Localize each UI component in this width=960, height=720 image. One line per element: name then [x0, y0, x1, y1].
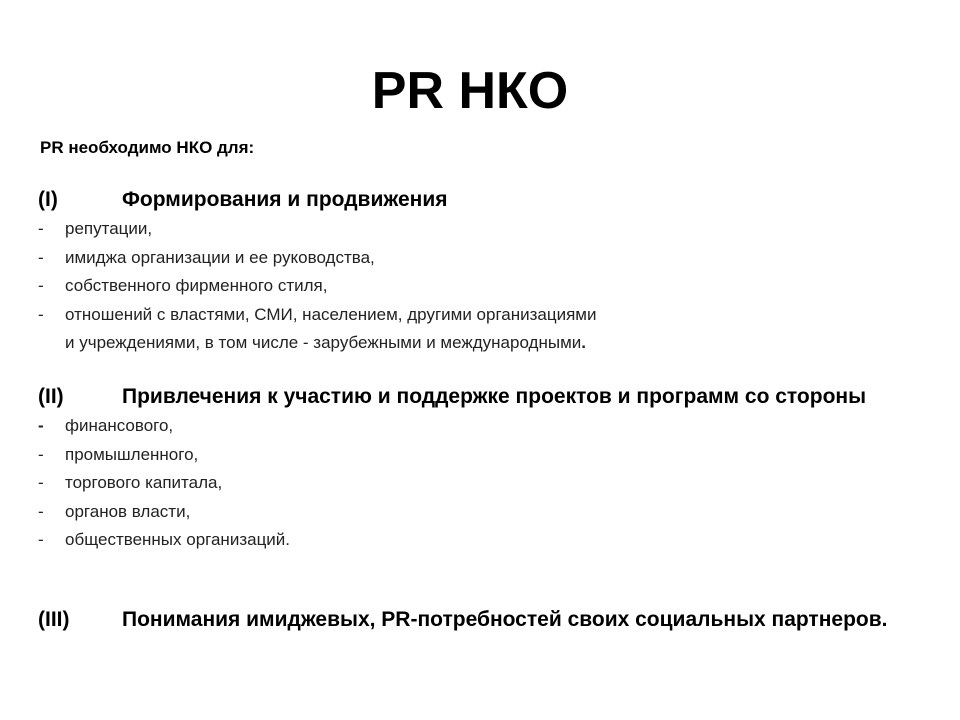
list-item-text: репутации, — [65, 219, 153, 238]
list-item-text: имиджа организации и ее руководства, — [65, 247, 375, 267]
list-item-text: промышленного, — [65, 444, 199, 464]
list-item-text: финансового, — [65, 416, 174, 435]
intro-line: PR необходимо НКО для: — [40, 138, 255, 157]
list-item-continuation-text: и учреждениями, в том числе - зарубежными и международными — [65, 333, 582, 352]
bullet-dash: - — [38, 247, 44, 267]
bullet-dash: - — [38, 473, 44, 492]
list-item — [38, 469, 918, 498]
list-item-text: торгового капитала, — [65, 473, 223, 492]
list-item-text: органов власти, — [65, 501, 191, 521]
list-item-continuation-end: . — [581, 333, 586, 352]
section-2-heading — [38, 385, 918, 408]
section-1-heading — [38, 188, 918, 211]
bullet-dash: - — [38, 530, 44, 549]
section-1-heading-text: Формирования и продвижения — [122, 188, 448, 211]
bullet-dash: - — [38, 276, 44, 295]
section-3 — [38, 608, 918, 631]
section-1 — [38, 188, 918, 358]
list-item — [38, 526, 918, 555]
section-1-number: (I) — [38, 188, 58, 211]
slide-title: PR НКО — [371, 62, 569, 120]
list-item-continuation — [65, 329, 918, 358]
list-item — [38, 498, 918, 527]
section-2-heading-text: Привлечения к участию и поддержке проектов и программ со стороны — [122, 385, 867, 408]
bullet-dash: - — [38, 416, 44, 435]
list-item — [38, 215, 918, 244]
section-2-list — [38, 412, 918, 555]
section-3-heading-text: Понимания имиджевых, PR-потребностей своих социальных партнеров. — [122, 608, 888, 631]
section-2-number: (II) — [38, 385, 64, 408]
list-item — [38, 441, 918, 470]
section-1-list — [38, 215, 918, 358]
list-item-text: отношений с властями, СМИ, населением, другими организациями — [65, 304, 597, 324]
bullet-dash: - — [38, 304, 44, 324]
list-item — [38, 272, 918, 301]
section-3-number: (III) — [38, 608, 70, 631]
list-item-text: собственного фирменного стиля, — [65, 276, 328, 295]
bullet-dash: - — [38, 444, 44, 464]
list-item — [38, 301, 918, 358]
bullet-dash: - — [38, 501, 44, 521]
list-item — [38, 244, 918, 273]
section-2 — [38, 385, 918, 555]
list-item — [38, 412, 918, 441]
bullet-dash: - — [38, 219, 44, 238]
section-3-heading — [38, 608, 918, 631]
list-item-text: общественных организаций. — [65, 530, 291, 549]
